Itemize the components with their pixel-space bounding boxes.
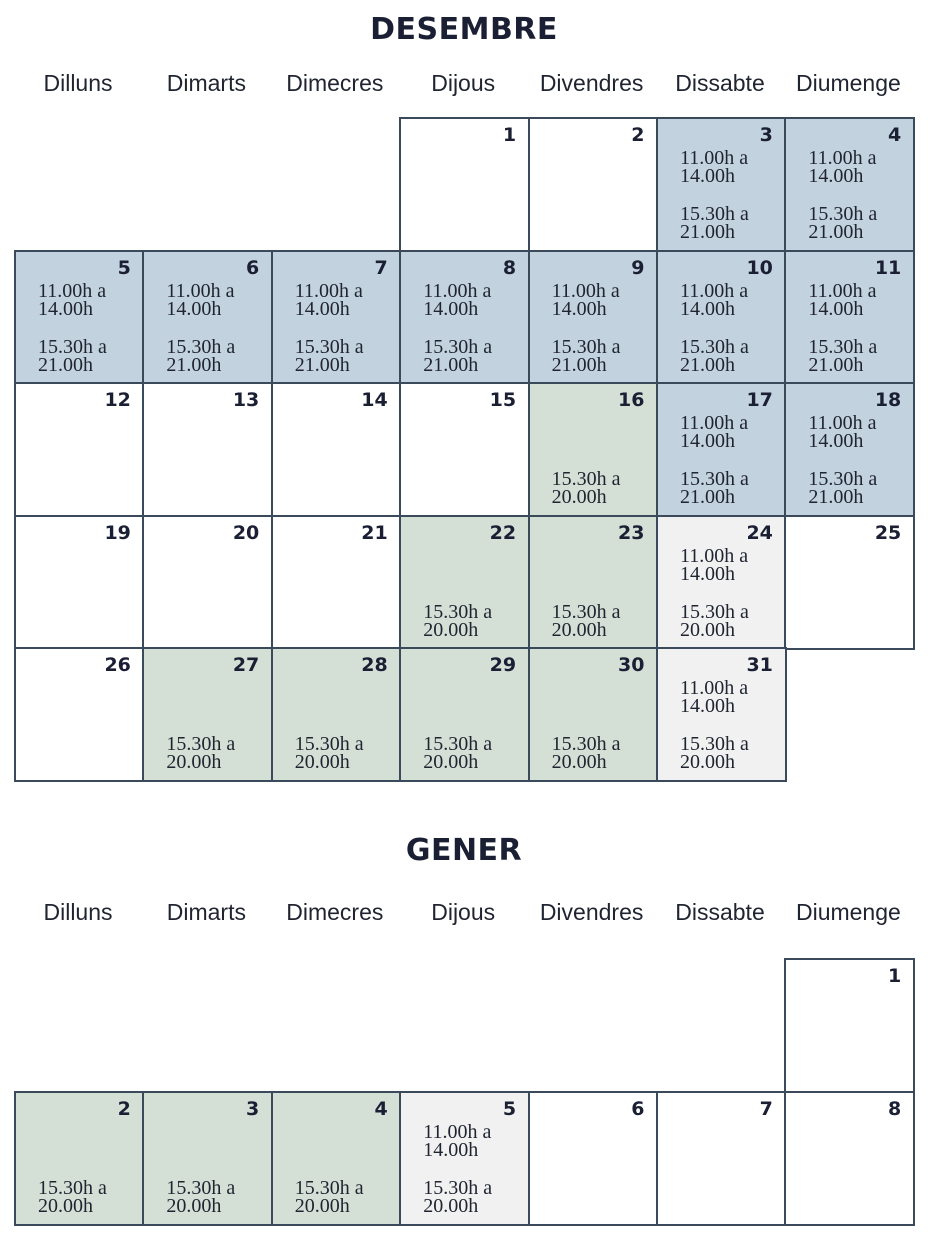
- morning-hours: 11.00h a 14.00h: [808, 412, 877, 453]
- morning-hours: 11.00h a 14.00h: [808, 147, 877, 187]
- day-number: 29: [489, 654, 517, 677]
- afternoon-hours: 15.30h a 20.00h: [551, 468, 621, 509]
- calendar-day-cell: [14, 1091, 145, 1226]
- calendar-day-cell: [528, 250, 659, 385]
- day-number: 2: [117, 1097, 131, 1120]
- afternoon-hours: 15.30h a 20.00h: [166, 1176, 236, 1217]
- afternoon-hours: 15.30h a 20.00h: [294, 733, 364, 774]
- calendar-day-cell: [528, 1091, 659, 1226]
- calendar-day-cell: [271, 250, 402, 385]
- day-number: 10: [746, 256, 773, 279]
- day-number: 28: [361, 654, 388, 677]
- afternoon-hours: 15.30h a 21.00h: [680, 468, 749, 509]
- day-number: 3: [246, 1097, 260, 1120]
- weekday-header: Dimecres: [286, 70, 384, 96]
- calendar-day-cell: [656, 647, 787, 782]
- calendar-day-cell: [784, 117, 915, 252]
- morning-hours: 11.00h a 14.00h: [680, 412, 749, 453]
- day-number: 5: [502, 1097, 517, 1120]
- day-number: 31: [746, 654, 773, 677]
- calendar-day-cell: [656, 515, 787, 650]
- calendar-day-cell: [271, 382, 402, 517]
- afternoon-hours: 15.30h a 21.00h: [808, 203, 878, 243]
- morning-hours: 11.00h a 14.00h: [166, 279, 235, 320]
- afternoon-hours: 15.30h a 21.00h: [808, 335, 878, 376]
- day-number: 30: [618, 654, 645, 677]
- calendar-day-cell: [14, 382, 145, 517]
- calendar-day-cell: [142, 647, 273, 782]
- day-number: 13: [232, 389, 260, 412]
- morning-hours: 11.00h a 14.00h: [551, 279, 620, 320]
- calendar-day-cell: [656, 117, 787, 252]
- day-number: 22: [489, 521, 517, 544]
- calendar-day-cell: [142, 250, 273, 385]
- weekday-header: Dimecres: [286, 899, 384, 925]
- afternoon-hours: 15.30h a 20.00h: [423, 1176, 493, 1217]
- morning-hours: 11.00h a 14.00h: [423, 279, 492, 320]
- morning-hours: 11.00h a 14.00h: [423, 1120, 492, 1161]
- day-number: 1: [502, 124, 517, 146]
- calendar-day-cell: [399, 117, 530, 252]
- weekday-header: Divendres: [539, 899, 644, 925]
- day-number: 15: [489, 389, 517, 412]
- afternoon-hours: 15.30h a 20.00h: [38, 1176, 107, 1217]
- calendar-day-cell: [656, 1091, 787, 1226]
- calendar-day-cell: [271, 515, 402, 650]
- morning-hours: 11.00h a 14.00h: [808, 279, 877, 320]
- calendar-day-cell: [142, 1091, 273, 1226]
- day-number: 26: [104, 654, 131, 677]
- afternoon-hours: 15.30h a 20.00h: [423, 600, 493, 641]
- morning-hours: 11.00h a 14.00h: [38, 279, 107, 320]
- morning-hours: 11.00h a 14.00h: [680, 147, 749, 187]
- day-number: 8: [502, 256, 517, 279]
- day-number: 8: [888, 1097, 902, 1120]
- calendar-day-cell: [784, 1091, 915, 1226]
- day-number: 25: [874, 521, 902, 544]
- calendar-day-cell: [399, 647, 530, 782]
- weekday-header: Diumenge: [795, 70, 901, 96]
- calendar-day-cell: [399, 382, 530, 517]
- calendar-day-cell: [528, 515, 659, 650]
- weekday-header: Dijous: [431, 70, 496, 96]
- day-number: 20: [232, 521, 260, 544]
- calendar-day-cell: [528, 382, 659, 517]
- calendar-day-cell: [528, 647, 659, 782]
- calendar-day-cell: [14, 250, 145, 385]
- morning-hours: 11.00h a 14.00h: [680, 279, 749, 320]
- calendar-day-cell: [271, 1091, 402, 1226]
- morning-hours: 11.00h a 14.00h: [680, 544, 749, 585]
- day-number: 27: [232, 654, 260, 677]
- day-number: 19: [104, 521, 131, 544]
- calendar-day-cell: [142, 382, 273, 517]
- month-title: DESEMBRE: [370, 12, 558, 47]
- day-number: 21: [361, 521, 388, 544]
- afternoon-hours: 15.30h a 20.00h: [680, 600, 749, 641]
- day-number: 2: [631, 124, 645, 146]
- calendar-day-cell: [784, 250, 915, 385]
- day-number: 6: [631, 1097, 645, 1120]
- weekday-header: Dissabte: [675, 70, 765, 96]
- day-number: 6: [246, 256, 260, 279]
- afternoon-hours: 15.30h a 21.00h: [294, 335, 364, 376]
- weekday-header: Divendres: [539, 70, 644, 96]
- afternoon-hours: 15.30h a 20.00h: [551, 600, 621, 641]
- weekday-header: Dimarts: [166, 70, 246, 96]
- day-number: 5: [117, 256, 131, 279]
- calendar-day-cell: [784, 958, 915, 1093]
- calendar-day-cell: [142, 515, 273, 650]
- day-number: 16: [618, 389, 645, 412]
- day-number: 7: [759, 1097, 773, 1120]
- afternoon-hours: 15.30h a 20.00h: [423, 733, 493, 774]
- day-number: 12: [104, 389, 131, 412]
- day-number: 4: [888, 124, 902, 146]
- morning-hours: 11.00h a 14.00h: [680, 677, 749, 718]
- day-number: 24: [746, 521, 773, 544]
- day-number: 1: [888, 965, 902, 987]
- day-number: 18: [874, 389, 902, 412]
- afternoon-hours: 15.30h a 20.00h: [680, 733, 749, 774]
- weekday-header: Dilluns: [43, 899, 113, 925]
- month-title: GENER: [405, 833, 523, 868]
- calendar-day-cell: [14, 647, 145, 782]
- morning-hours: 11.00h a 14.00h: [294, 279, 363, 320]
- afternoon-hours: 15.30h a 21.00h: [680, 335, 749, 376]
- weekday-header: Dissabte: [675, 899, 765, 925]
- afternoon-hours: 15.30h a 21.00h: [680, 203, 749, 243]
- calendar-day-cell: [656, 382, 787, 517]
- day-number: 23: [618, 521, 645, 544]
- calendar-day-cell: [399, 515, 530, 650]
- weekday-header: Dilluns: [43, 70, 113, 96]
- afternoon-hours: 15.30h a 21.00h: [423, 335, 493, 376]
- calendar-day-cell: [399, 250, 530, 385]
- calendar-day-cell: [271, 647, 402, 782]
- day-number: 3: [759, 124, 773, 146]
- calendar-day-cell: [14, 515, 145, 650]
- weekday-header: Dijous: [431, 899, 496, 925]
- day-number: 9: [631, 256, 645, 279]
- calendar-day-cell: [399, 1091, 530, 1226]
- day-number: 7: [374, 256, 388, 279]
- day-number: 11: [874, 256, 902, 279]
- calendar-day-cell: [784, 515, 915, 650]
- afternoon-hours: 15.30h a 20.00h: [294, 1176, 364, 1217]
- calendar-day-cell: [784, 382, 915, 517]
- calendar-day-cell: [528, 117, 659, 252]
- afternoon-hours: 15.30h a 21.00h: [808, 468, 878, 509]
- weekday-header: Dimarts: [166, 899, 246, 925]
- weekday-header: Diumenge: [795, 899, 901, 925]
- afternoon-hours: 15.30h a 21.00h: [551, 335, 621, 376]
- afternoon-hours: 15.30h a 20.00h: [551, 733, 621, 774]
- afternoon-hours: 15.30h a 20.00h: [166, 733, 236, 774]
- day-number: 4: [374, 1097, 388, 1120]
- calendar-day-cell: [656, 250, 787, 385]
- day-number: 14: [361, 389, 388, 412]
- afternoon-hours: 15.30h a 21.00h: [166, 335, 236, 376]
- afternoon-hours: 15.30h a 21.00h: [38, 335, 107, 376]
- day-number: 17: [746, 389, 773, 412]
